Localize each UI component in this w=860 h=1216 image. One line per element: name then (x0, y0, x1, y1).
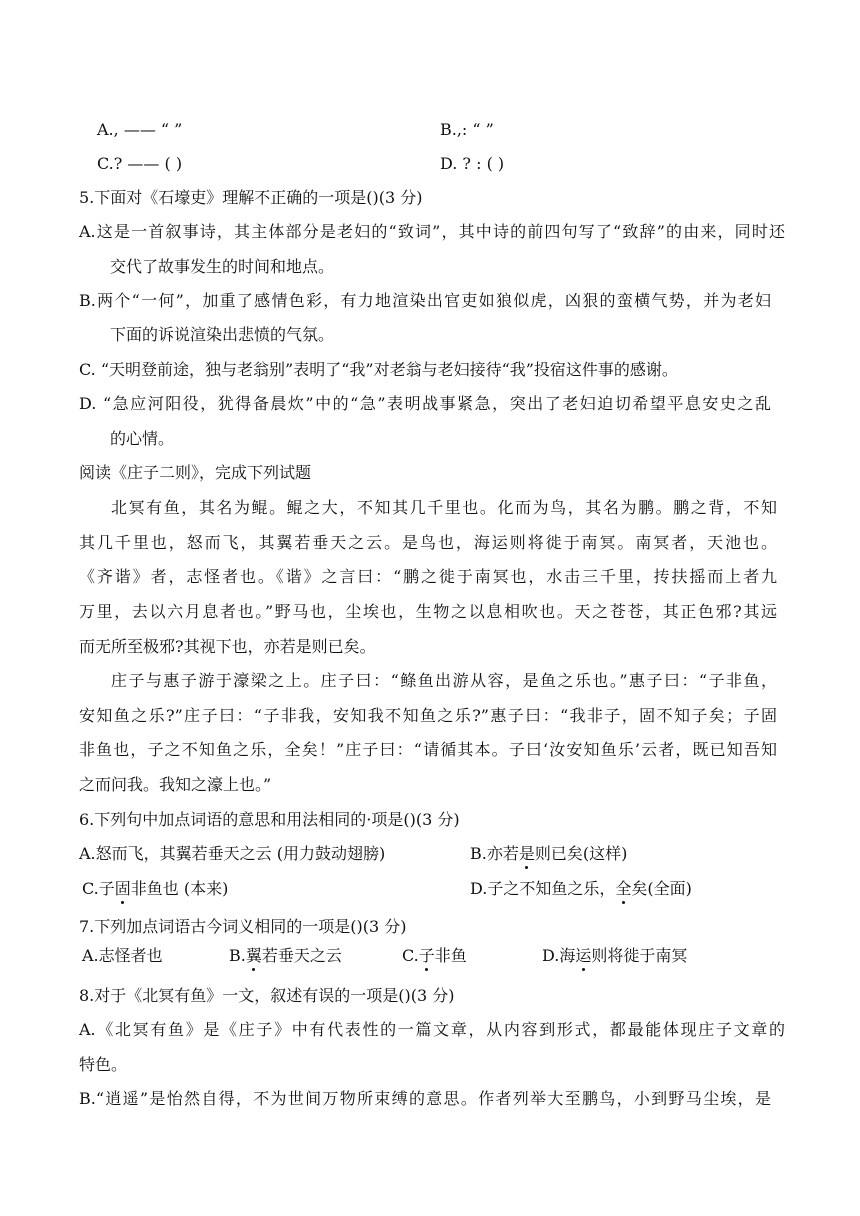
q7-option-c: C.子非鱼 (402, 946, 467, 965)
dotted-word: 全 (615, 879, 632, 898)
q5-option-b-line2: 下面的诉说渲染出悲愤的气氛。 (110, 325, 335, 344)
dotted-word: 是 (518, 844, 535, 863)
q6-stem: 6.下列句中加点词语的意思和用法相同的·项是()(3 分) (79, 810, 460, 829)
passage2-line4: 之而问我。我知之濠上也。” (79, 775, 272, 794)
passage2-line2: 安知鱼之乐?”庄子曰：“子非我，安知我不知鱼之乐?”惠子曰：“我非子，固不知子矣；子固 (79, 706, 777, 725)
q5-option-d-line2: 的心情。 (110, 429, 175, 448)
passage2-line3: 非鱼也，子之不知鱼之乐，全矣！”庄子曰：“请循其本。子曰‘汝安知鱼乐’云者，既已知吾知 (79, 740, 777, 759)
passage1-line3: 《齐谐》者，志怪者也。《谐》之言曰：“鹏之徙于南冥也，水击三千里，抟扶摇而上者九 (79, 567, 777, 586)
dotted-word: 子 (418, 946, 435, 965)
q4-option-d: D. ? : ( ) (440, 154, 505, 173)
q7-option-a: A.志怪者也 (82, 946, 163, 965)
reading-intro: 阅读《庄子二则》，完成下列试题 (79, 463, 312, 482)
q5-option-d-line1: D. “急应河阳役，犹得备晨炊”中的“急”表明战事紧急，突出了老妇迫切希望平息安史之乱 (79, 394, 771, 413)
q7-option-d: D.海运则将徙于南冥 (542, 946, 688, 965)
q8-stem: 8.对于《北冥有鱼》一文，叙述有误的一项是()(3 分) (79, 986, 455, 1005)
passage2-line1: 庄子与惠子游于濠梁之上。庄子曰：“鲦鱼出游从容，是鱼之乐也。”惠子曰：“子非鱼， (111, 671, 777, 690)
q5-option-a-line2: 交代了故事发生的时间和地点。 (110, 257, 335, 276)
q5-option-b-line1: B.两个“一何”，加重了感情色彩，有力地渲染出官吏如狼似虎，凶狠的蛮横气势，并为老妇 (79, 291, 771, 310)
q5-option-a-line1: A.这是一首叙事诗，其主体部分是老妇的“致词”，其中诗的前四句写了“致辞”的由来，同时还 (79, 222, 785, 241)
passage1-line4: 万里，去以六月息者也。”野马也，尘埃也，生物之以息相吹也。天之苍苍，其正色邪?其远 (79, 602, 777, 621)
q5-stem: 5.下面对《石壕吏》理解不正确的一项是()(3 分) (79, 188, 423, 207)
q6-option-c: C.子固非鱼也 (本来) (82, 879, 229, 898)
passage1-line2: 其几千里也，怒而飞，其翼若垂天之云。是鸟也，海运则将徙于南冥。南冥者，天池也。 (79, 533, 777, 552)
q8-option-a-line1: A.《北冥有鱼》是《庄子》中有代表性的一篇文章，从内容到形式，都最能体现庄子文章的 (79, 1020, 785, 1039)
q4-option-c: C.? —— ( ) (97, 154, 183, 173)
q4-option-a: A., —— “ ” (97, 120, 183, 139)
q8-option-a-line2: 特色。 (79, 1055, 128, 1074)
q7-stem: 7.下列加点词语古今词义相同的一项是()(3 分) (79, 917, 407, 936)
q8-option-b-line1: B.“逍遥”是怡然自得，不为世间万物所束缚的意思。作者列举大至鹏鸟，小到野马尘埃，是 (79, 1089, 771, 1108)
dotted-word: 翼 (245, 946, 262, 965)
passage1-line1: 北冥有鱼，其名为鲲。鲲之大，不知其几千里也。化而为鸟，其名为鹏。鹏之背，不知 (111, 498, 777, 517)
q6-option-a: A.怒而飞，其翼若垂天之云 (用力鼓动翅膀) (79, 844, 386, 863)
q4-option-b: B.,: “ ” (440, 120, 494, 139)
dotted-word: 运 (575, 946, 592, 965)
passage1-line5: 而无所至极邪?其视下也，亦若是则已矣。 (79, 637, 376, 656)
q5-option-c: C. “天明登前途，独与老翁别”表明了“我”对老翁与老妇接待“我”投宿这件事的感谢。 (79, 360, 678, 379)
q7-option-b: B.翼若垂天之云 (229, 946, 342, 965)
dotted-word: 固 (114, 879, 131, 898)
q6-option-b: B.亦若是则已矣(这样) (470, 844, 628, 863)
q6-option-d: D.子之不知鱼之乐，全矣(全面) (470, 879, 692, 898)
